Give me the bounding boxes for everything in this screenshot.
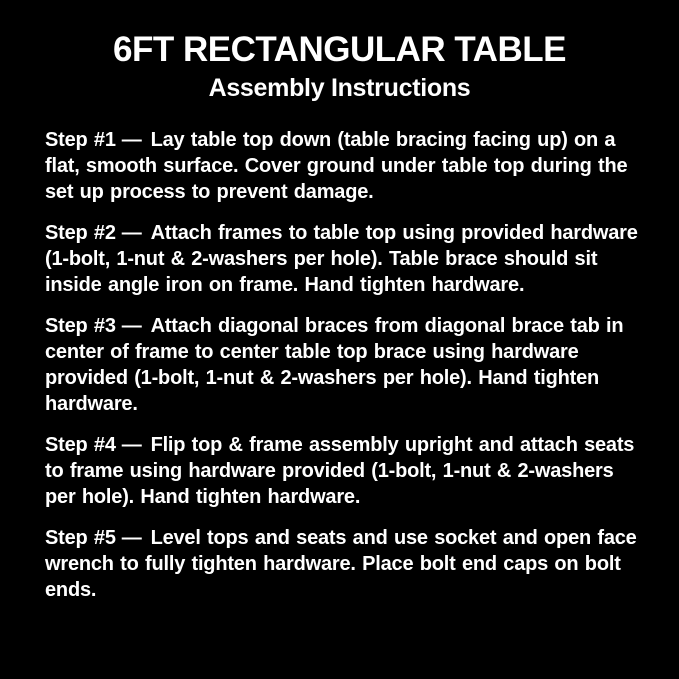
step-item-5	[45, 525, 643, 603]
step-text: Lay table top down (table bracing facing up) on a flat, smooth surface. Cover ground under table top during the set up process to prevent damage.	[45, 128, 628, 203]
step-label: Step #1	[45, 128, 116, 151]
step-separator: —	[121, 433, 142, 456]
step-item-3	[45, 313, 643, 417]
steps-list	[0, 103, 679, 603]
step-label: Step #2	[45, 221, 116, 244]
step-item-2	[45, 220, 643, 298]
step-separator: —	[121, 221, 142, 244]
step-item-1	[45, 127, 643, 205]
step-text: Attach frames to table top using provided hardware (1-bolt, 1-nut & 2-washers per hole). Table brace should sit inside angle iron on frame. Hand tighten hardware.	[45, 221, 638, 296]
step-text: Flip top & frame assembly upright and attach seats to frame using hardware provided (1-bolt, 1-nut & 2-washers per hole). Hand tighten hardware.	[45, 433, 635, 508]
step-label: Step #3	[45, 314, 116, 337]
page-title: 6FT RECTANGULAR TABLE	[113, 30, 566, 69]
step-label: Step #4	[45, 433, 116, 456]
step-item-4	[45, 432, 643, 510]
step-separator: —	[121, 314, 142, 337]
step-separator: —	[121, 526, 142, 549]
step-text: Level tops and seats and use socket and open face wrench to fully tighten hardware. Place bolt end caps on bolt ends.	[45, 526, 637, 601]
page-subtitle: Assembly Instructions	[208, 74, 471, 103]
step-label: Step #5	[45, 526, 116, 549]
step-text: Attach diagonal braces from diagonal brace tab in center of frame to center table top brace using hardware provided (1-bolt, 1-nut & 2-washers per hole). Hand tighten hardware.	[45, 314, 624, 415]
step-separator: —	[121, 128, 142, 151]
